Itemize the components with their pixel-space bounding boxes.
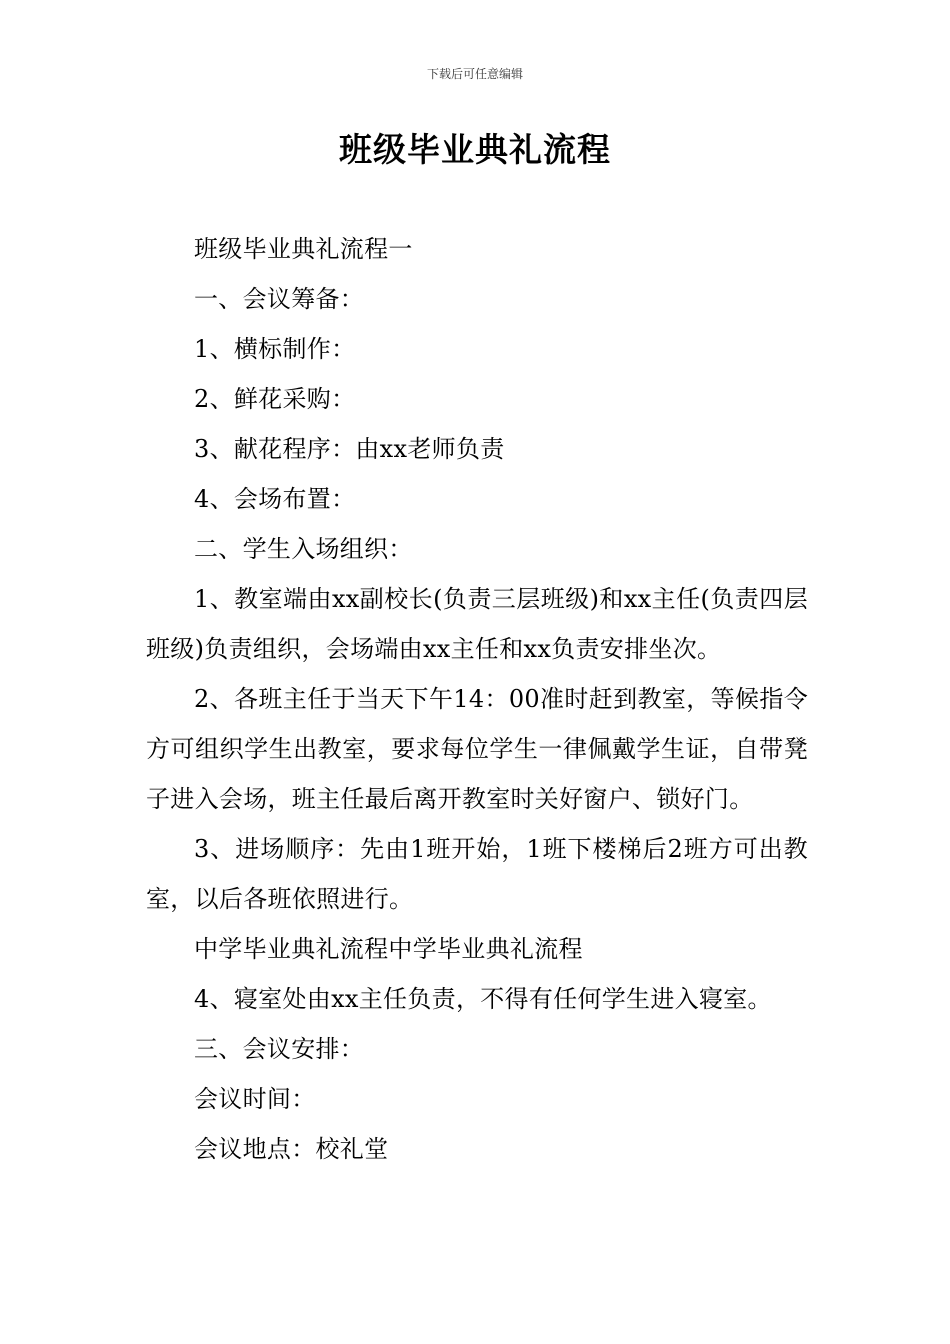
paragraph-student-entry: 二、学生入场组织：	[194, 535, 413, 563]
header-note: 下载后可任意编辑	[426, 67, 523, 81]
paragraph-entry-item-1: 1、教室端由xx副校长(负责三层班级)和xx主任(负责四层班级)负责组织，会场端由xx主任和xx负责安排坐次。	[146, 585, 808, 663]
document-body	[146, 224, 808, 1174]
paragraph-flower-presentation: 3、献花程序：由xx老师负责	[194, 435, 505, 463]
paragraph-meeting-arrangement: 三、会议安排：	[194, 1035, 365, 1063]
paragraph-subheading: 中学毕业典礼流程中学毕业典礼流程	[194, 935, 583, 963]
paragraph-entry-item-4: 4、寝室处由xx主任负责，不得有任何学生进入寝室。	[194, 985, 772, 1013]
paragraph-meeting-time: 会议时间：	[194, 1085, 316, 1113]
paragraph-entry-item-3: 3、进场顺序：先由1班开始，1班下楼梯后2班方可出教室，以后各班依照进行。	[146, 835, 808, 913]
paragraph-meeting-preparation: 一、会议筹备：	[194, 285, 365, 313]
document-title: 班级毕业典礼流程	[339, 130, 611, 169]
paragraph-banner: 1、横标制作：	[194, 335, 356, 363]
paragraph-venue-setup: 4、会场布置：	[194, 485, 356, 513]
paragraph-section-heading: 班级毕业典礼流程一	[194, 235, 413, 263]
paragraph-meeting-location: 会议地点：校礼堂	[194, 1135, 389, 1163]
paragraph-entry-item-2: 2、各班主任于当天下午14：00准时赶到教室，等候指令方可组织学生出教室，要求每位学生一律佩戴学生证，自带凳子进入会场，班主任最后离开教室时关好窗户、锁好门。	[146, 685, 808, 813]
paragraph-flowers: 2、鲜花采购：	[194, 385, 356, 413]
